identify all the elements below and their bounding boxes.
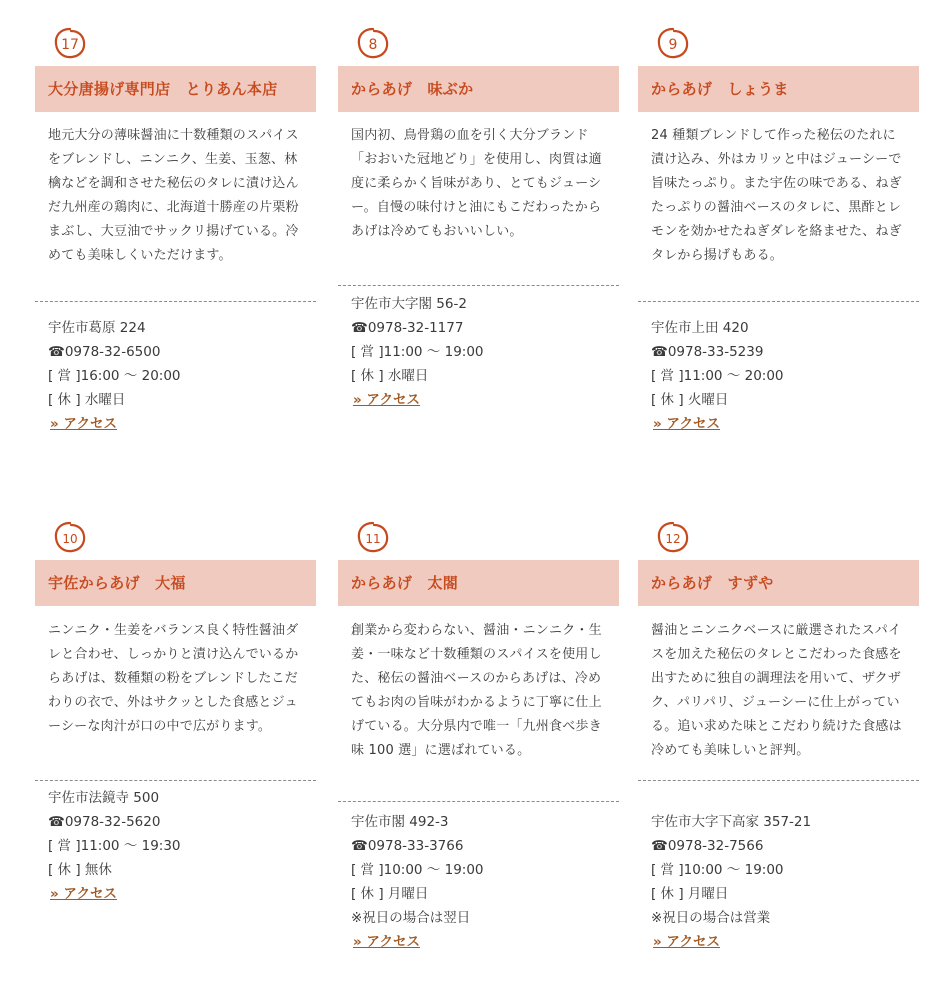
shop-info <box>351 292 484 412</box>
svg-text:17: 17 <box>61 37 79 53</box>
shop-name-bar <box>35 560 316 606</box>
shop-name-bar <box>638 66 919 112</box>
shop-number-badge <box>654 519 692 555</box>
shop-name-bar <box>35 66 316 112</box>
access-link[interactable]: » アクセス <box>353 392 421 408</box>
shop-description: 創業から変わらない、醤油・ニンニク・生姜・一味など十数種類のスパイスを使用した、秘伝の醤油ベースのからあげは、冷めてもお肉の旨味がわかるように丁寧に仕上げている。大分県内で唯一「九州食べ歩き味 100 選」に選ばれている。 <box>351 623 602 758</box>
access-link[interactable]: » アクセス <box>653 934 721 950</box>
divider <box>35 301 316 302</box>
shop-hours: [ 営 ]16:00 ～ 20:00 <box>48 368 181 384</box>
circled-number-icon <box>354 25 392 61</box>
access-link[interactable]: » アクセス <box>653 416 721 432</box>
shop-tel: ☎0978-32-5620 <box>48 814 161 830</box>
shop-hours: [ 営 ]11:00 ～ 19:00 <box>351 344 484 360</box>
shop-name: からあげ しょうま <box>651 80 789 98</box>
shop-tel: ☎0978-32-1177 <box>351 320 464 336</box>
shop-description: 醤油とニンニクベースに厳選されたスパイスを加えた秘伝のタレとこだわった食感を出すために独自の調理法を用いて、ザクザク、パリパリ、ジューシーに仕上がっている。追い求めた味とこだわり続けた食感は冷めても美味しいと評判。 <box>651 623 902 758</box>
circled-number-icon <box>354 519 392 555</box>
shop-address: 宇佐市上田 420 <box>651 320 749 336</box>
shop-address: 宇佐市葛原 224 <box>48 320 146 336</box>
shop-hours: [ 営 ]11:00 ～ 19:30 <box>48 838 181 854</box>
divider <box>638 780 919 781</box>
shop-note: ※祝日の場合は翌日 <box>351 910 471 926</box>
shop-description: 国内初、鳥骨鶏の血を引く大分ブランド「おおいた冠地どり」を使用し、肉質は適度に柔らかく旨味があり、とてもジューシー。自慢の味付けと油にもこだわったからあげは冷めてもおいいしい。 <box>351 128 602 239</box>
shop-info <box>48 316 181 436</box>
shop-description: 24 種類ブレンドして作った秘伝のたれに漬け込み、外はカリッと中はジューシーで旨味たっぷり。また宇佐の味である、ねぎたっぷりの醤油ベースのタレに、黒酢とレモンを効かせたねぎダレを絡ませた、ねぎタレから揚げもある。 <box>651 128 902 263</box>
svg-text:12: 12 <box>665 532 681 546</box>
divider <box>35 780 316 781</box>
shop-name-bar <box>638 560 919 606</box>
shop-name: 大分唐揚げ専門店 とりあん本店 <box>48 80 278 98</box>
shop-description: ニンニク・生姜をバランス良く特性醤油ダレと合わせ、しっかりと漬け込んでいるからあげは、数種類の粉をブレンドしたこだわりの衣で、外はサクッとした食感とジューシーな肉汁が口の中で広がります。 <box>48 623 299 734</box>
svg-text:11: 11 <box>365 532 381 546</box>
divider <box>338 285 619 286</box>
shop-address: 宇佐市大字下高家 357-21 <box>651 814 812 830</box>
shop-tel: ☎0978-33-3766 <box>351 838 464 854</box>
shop-name-bar <box>338 66 619 112</box>
shop-info <box>351 810 484 954</box>
shop-address: 宇佐市閣 492-3 <box>351 814 449 830</box>
shop-address: 宇佐市法鏡寺 500 <box>48 790 160 806</box>
shop-info <box>651 810 811 954</box>
circled-number-icon <box>51 25 89 61</box>
shop-hours: [ 営 ]10:00 ～ 19:00 <box>651 862 784 878</box>
shop-hours: [ 営 ]11:00 ～ 20:00 <box>651 368 784 384</box>
shop-number-badge <box>354 519 392 555</box>
circled-number-icon <box>654 519 692 555</box>
shop-closed: [ 休 ] 火曜日 <box>651 392 729 408</box>
shop-closed: [ 休 ] 水曜日 <box>351 368 429 384</box>
shop-number-badge <box>51 519 89 555</box>
shop-closed: [ 休 ] 無休 <box>48 862 112 878</box>
circled-number-icon <box>51 519 89 555</box>
shop-info <box>651 316 784 436</box>
svg-text:8: 8 <box>368 37 378 53</box>
shop-number-badge <box>354 25 392 61</box>
access-link[interactable]: » アクセス <box>50 416 118 432</box>
svg-text:9: 9 <box>668 37 678 53</box>
shop-number-badge <box>51 25 89 61</box>
shop-closed: [ 休 ] 月曜日 <box>651 886 729 902</box>
shop-name: からあげ 太閤 <box>351 574 459 592</box>
shop-tel: ☎0978-33-5239 <box>651 344 764 360</box>
shop-address: 宇佐市大字閣 56-2 <box>351 296 467 312</box>
shop-name: からあげ すずや <box>651 574 774 592</box>
shop-number-badge <box>654 25 692 61</box>
circled-number-icon <box>654 25 692 61</box>
access-link[interactable]: » アクセス <box>50 886 118 902</box>
shop-tel: ☎0978-32-6500 <box>48 344 161 360</box>
shop-note: ※祝日の場合は営業 <box>651 910 771 926</box>
access-link[interactable]: » アクセス <box>353 934 421 950</box>
shop-closed: [ 休 ] 水曜日 <box>48 392 126 408</box>
shop-closed: [ 休 ] 月曜日 <box>351 886 429 902</box>
shop-description: 地元大分の薄味醤油に十数種類のスパイスをブレンドし、ニンニク、生姜、玉葱、林檎などを調和させた秘伝のタレに漬け込んだ九州産の鶏肉に、北海道十勝産の片栗粉まぶし、大豆油でサックリ揚げている。冷めても美味しくいただけます。 <box>48 128 299 263</box>
divider <box>638 301 919 302</box>
shop-hours: [ 営 ]10:00 ～ 19:00 <box>351 862 484 878</box>
shop-tel: ☎0978-32-7566 <box>651 838 764 854</box>
shop-info <box>48 786 181 906</box>
divider <box>338 801 619 802</box>
shop-name-bar <box>338 560 619 606</box>
shop-name: 宇佐からあげ 大福 <box>48 574 186 592</box>
svg-text:10: 10 <box>62 532 78 546</box>
shop-name: からあげ 味ぶか <box>351 80 474 98</box>
